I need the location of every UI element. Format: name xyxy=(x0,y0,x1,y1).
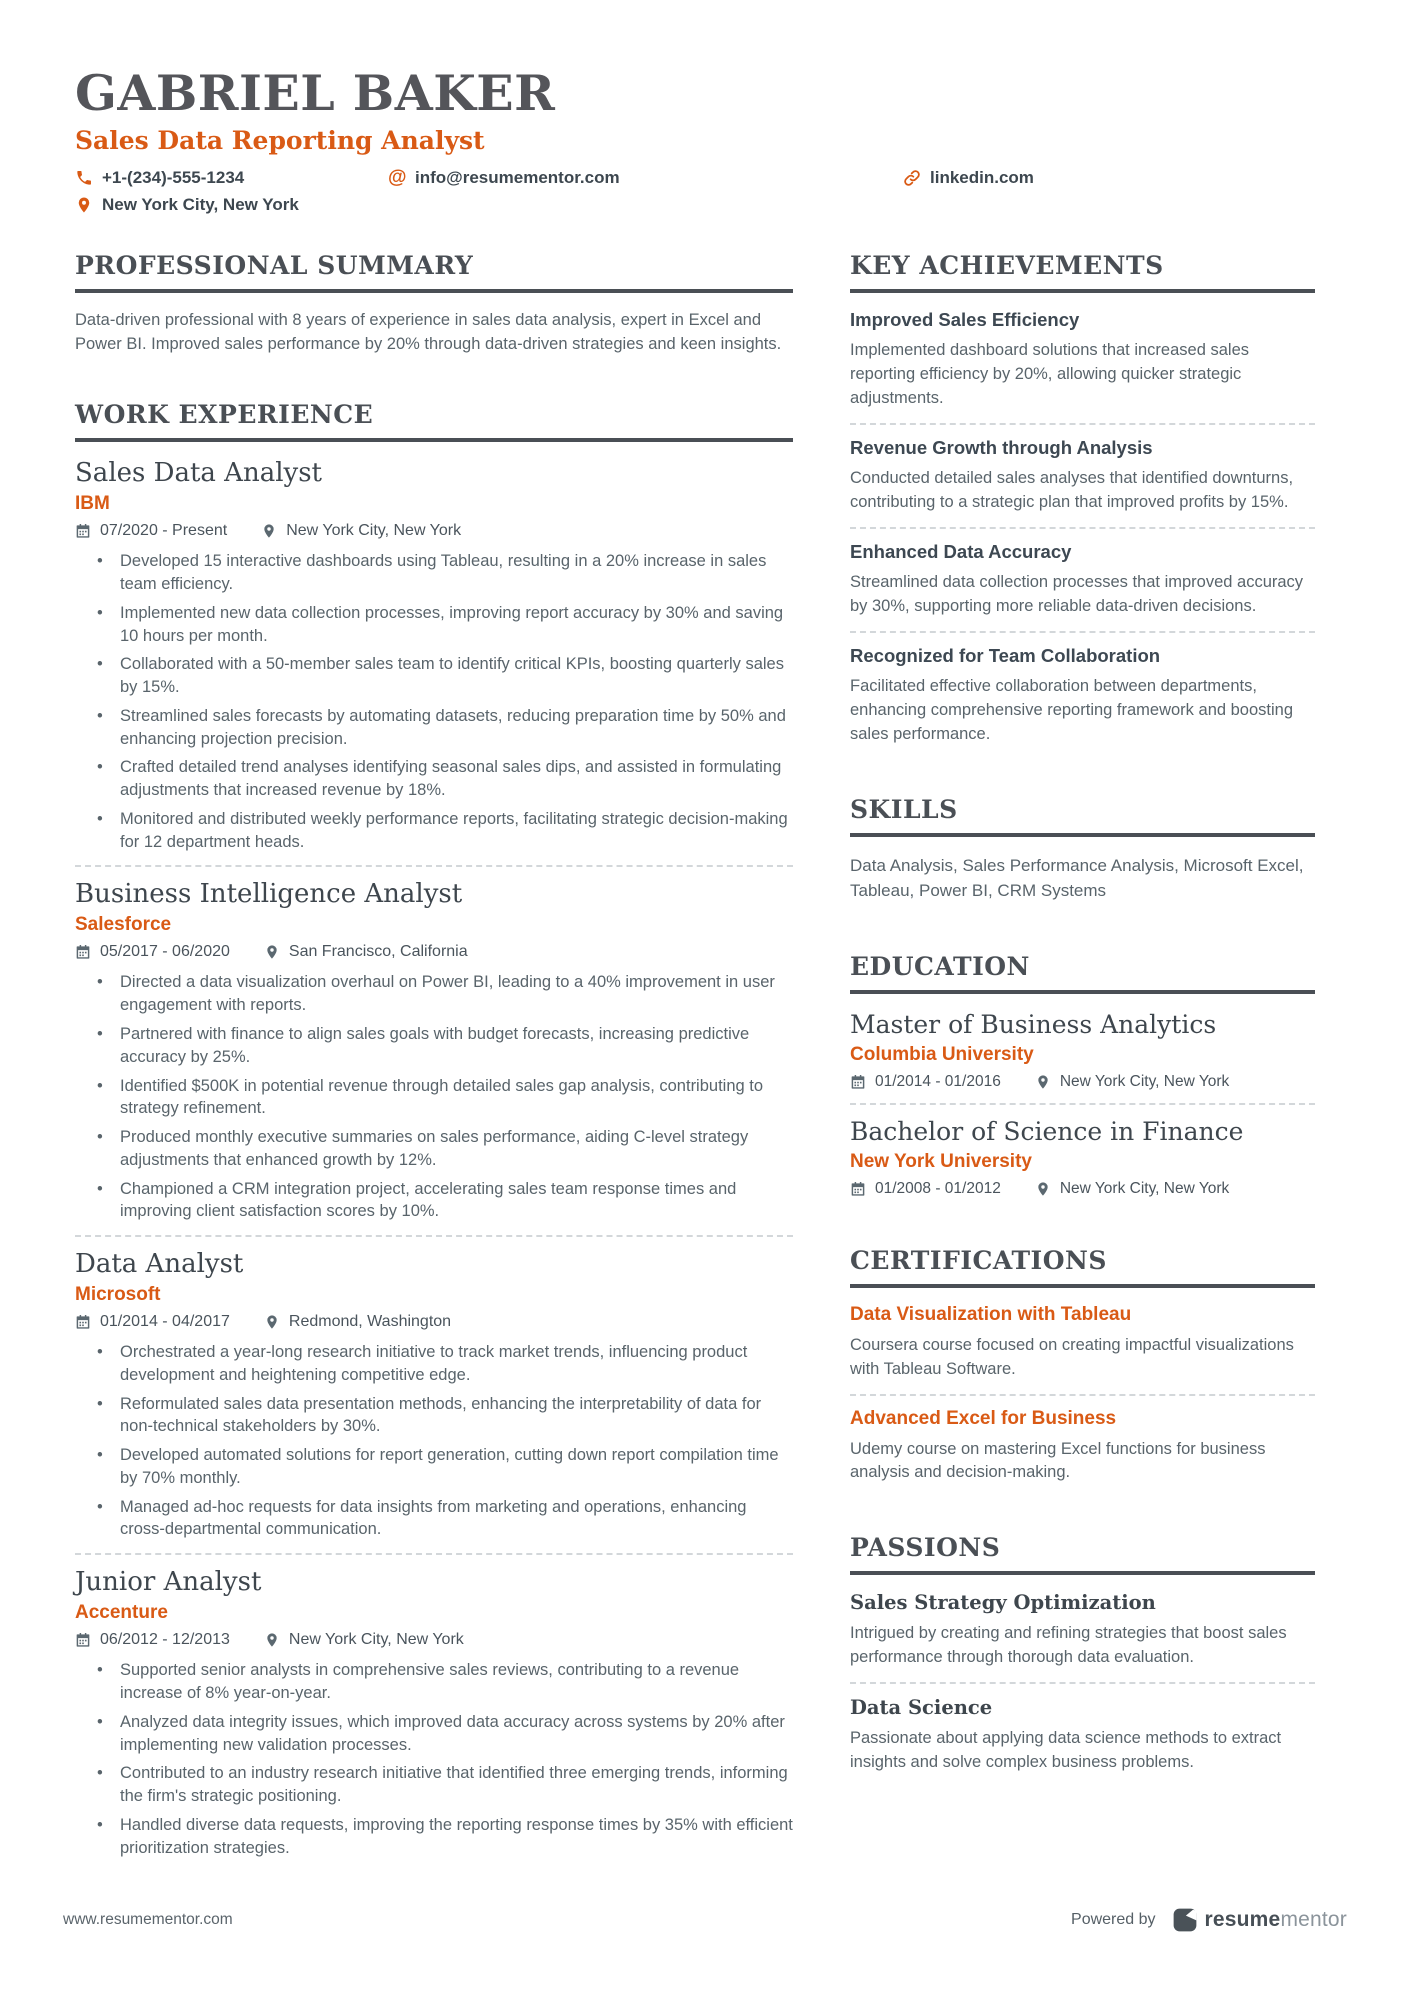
passions-section xyxy=(850,1533,1315,1775)
degree-title: Bachelor of Science in Finance xyxy=(850,1116,1244,1146)
job-dates: 06/2012 - 12/2013 xyxy=(100,1631,230,1649)
achievement-item xyxy=(850,437,1315,515)
summary-text: Data-driven professional with 8 years of experience in sales data analysis, expert in Excel and Power BI. Improved sales performance by 20% through data-driven strategies and keen insights. xyxy=(75,311,782,353)
powered-by-label: Powered by xyxy=(1071,1911,1156,1928)
achievement-text: Facilitated effective collaboration between departments, enhancing comprehensive reporting framework and boosting sales performance. xyxy=(850,676,1294,743)
bullet-item: • Contributed to an industry research initiative that identified three emerging trends, informing the firm's strategic positioning. xyxy=(75,1762,793,1808)
passion-text: Intrigued by creating and refining strategies that boost sales performance through thorough data evaluation. xyxy=(850,1624,1287,1667)
achievement-title: Improved Sales Efficiency xyxy=(850,309,1080,331)
bullet-item: • Crafted detailed trend analyses identifying seasonal sales dips, and assisted in formulating adjustments that increased revenue by 18%. xyxy=(75,756,793,802)
education-location: New York City, New York xyxy=(1059,1072,1230,1090)
company-name: Microsoft xyxy=(75,1284,161,1306)
achievements-section xyxy=(850,251,1315,746)
skills-text: Data Analysis, Sales Performance Analysis, Microsoft Excel, Tableau, Power BI, CRM Systems xyxy=(850,855,1304,901)
job-dates: 05/2017 - 06/2020 xyxy=(100,943,230,961)
degree-title: Master of Business Analytics xyxy=(850,1009,1217,1039)
at-icon: @ xyxy=(388,167,407,189)
passion-title: Sales Strategy Optimization xyxy=(850,1591,1156,1615)
bullet-item: • Produced monthly executive summaries on sales performance, aiding C-level strategy adjustments that enhanced growth by 12%. xyxy=(75,1126,793,1172)
bullet-item: • Analyzed data integrity issues, which improved data accuracy across systems by 20% after implementing new validation processes. xyxy=(75,1711,793,1757)
experience-heading: WORK EXPERIENCE xyxy=(75,400,793,442)
resumementor-mark-icon xyxy=(1172,1907,1198,1933)
bullet-item: • Partnered with finance to align sales goals with budget forecasts, increasing predictive accuracy by 25%. xyxy=(75,1023,793,1069)
job-location: San Francisco, California xyxy=(288,943,468,961)
passion-text: Passionate about applying data science methods to extract insights and solve complex business problems. xyxy=(850,1729,1282,1772)
achievement-item xyxy=(850,309,1315,411)
person-name: GABRIEL BAKER xyxy=(75,64,556,122)
location-pin-icon xyxy=(264,944,280,960)
certifications-section xyxy=(850,1246,1315,1486)
passion-item xyxy=(850,1591,1315,1670)
divider xyxy=(850,527,1315,529)
email-contact[interactable] xyxy=(388,168,903,188)
linkedin-url: linkedin.com xyxy=(930,168,1034,188)
brand-bold: resume xyxy=(1204,1908,1281,1931)
education-heading: EDUCATION xyxy=(850,952,1315,994)
location-contact xyxy=(75,195,1315,215)
achievement-text: Implemented dashboard solutions that increased sales reporting efficiency by 20%, allowing quicker strategic adjustments. xyxy=(850,341,1249,408)
contact-row xyxy=(75,168,1315,188)
job-title: Business Intelligence Analyst xyxy=(75,879,463,910)
experience-section xyxy=(75,400,793,1859)
divider xyxy=(850,423,1315,425)
company-name: IBM xyxy=(75,493,110,515)
bullet-item: • Directed a data visualization overhaul on Power BI, leading to a 40% improvement in user engagement with reports. xyxy=(75,971,793,1017)
divider xyxy=(850,1682,1315,1684)
company-name: Accenture xyxy=(75,1602,168,1624)
calendar-icon xyxy=(75,944,91,960)
calendar-icon xyxy=(850,1074,866,1090)
calendar-icon xyxy=(75,1632,91,1648)
job-entry xyxy=(75,879,793,1223)
achievement-title: Recognized for Team Collaboration xyxy=(850,644,1161,666)
passions-heading: PASSIONS xyxy=(850,1533,1315,1575)
job-entry xyxy=(75,1567,793,1859)
location-pin-icon xyxy=(261,523,277,539)
divider xyxy=(850,631,1315,633)
school-name: Columbia University xyxy=(850,1043,1034,1065)
job-dates: 01/2014 - 04/2017 xyxy=(100,1313,230,1331)
achievement-item xyxy=(850,541,1315,619)
linkedin-contact[interactable] xyxy=(903,168,1034,188)
certification-text: Udemy course on mastering Excel functions for business analysis and decision-making. xyxy=(850,1439,1266,1482)
passion-item xyxy=(850,1696,1315,1775)
website-link[interactable]: www.resumementor.com xyxy=(63,1911,233,1928)
brand-light: mentor xyxy=(1280,1908,1347,1931)
job-title: Junior Analyst xyxy=(75,1567,262,1598)
achievement-item xyxy=(850,645,1315,747)
job-title: Sales Data Analyst xyxy=(75,458,322,489)
passion-title: Data Science xyxy=(850,1696,993,1720)
skills-heading: SKILLS xyxy=(850,795,1315,837)
job-title: Data Analyst xyxy=(75,1249,244,1280)
location-pin-icon xyxy=(1035,1181,1051,1197)
education-section xyxy=(850,952,1315,1198)
certification-item xyxy=(850,1408,1315,1486)
left-column xyxy=(75,251,793,1865)
certification-title: Advanced Excel for Business xyxy=(850,1407,1117,1429)
achievement-title: Revenue Growth through Analysis xyxy=(850,437,1153,459)
location-pin-icon xyxy=(75,196,93,214)
certifications-heading: CERTIFICATIONS xyxy=(850,1246,1315,1288)
education-location: New York City, New York xyxy=(1059,1179,1230,1197)
bullet-item: • Collaborated with a 50-member sales team to identify critical KPIs, boosting quarterly sales by 15%. xyxy=(75,653,793,699)
calendar-icon xyxy=(850,1181,866,1197)
location-pin-icon xyxy=(264,1314,280,1330)
bullet-item: • Championed a CRM integration project, accelerating sales team response times and improving client satisfaction scores by 10%. xyxy=(75,1178,793,1224)
bullet-item: • Streamlined sales forecasts by automating datasets, reducing preparation time by 50% and enhancing projection precision. xyxy=(75,705,793,751)
bullet-item: • Handled diverse data requests, improving the reporting response times by 35% with efficient prioritization strategies. xyxy=(75,1814,793,1860)
calendar-icon xyxy=(75,1314,91,1330)
location-pin-icon xyxy=(1035,1074,1051,1090)
education-entry xyxy=(850,1010,1315,1091)
job-location: New York City, New York xyxy=(288,1631,464,1649)
divider xyxy=(850,1103,1315,1105)
achievement-text: Streamlined data collection processes that improved accuracy by 30%, supporting more reliable data-driven decisions. xyxy=(850,573,1304,615)
location-pin-icon xyxy=(264,1632,280,1648)
skills-section xyxy=(850,795,1315,904)
person-job-title: Sales Data Reporting Analyst xyxy=(75,126,485,156)
calendar-icon xyxy=(75,523,91,539)
phone-contact[interactable] xyxy=(75,168,388,188)
job-location: Redmond, Washington xyxy=(288,1313,452,1331)
bullet-item: • Orchestrated a year-long research initiative to track market trends, influencing product development and heightening competitive edge. xyxy=(75,1341,793,1387)
bullet-item: • Identified $500K in potential revenue through detailed sales gap analysis, contributing to strategy refinement. xyxy=(75,1075,793,1121)
email-address: info@resumementor.com xyxy=(415,168,620,188)
location-text: New York City, New York xyxy=(102,195,299,215)
divider xyxy=(75,1553,793,1555)
divider xyxy=(75,1235,793,1237)
company-name: Salesforce xyxy=(75,914,172,936)
bullet-item: • Developed 15 interactive dashboards using Tableau, resulting in a 20% increase in sales team efficiency. xyxy=(75,550,793,596)
bullet-item: • Supported senior analysts in comprehensive sales reviews, contributing to a revenue increase of 8% year-on-year. xyxy=(75,1659,793,1705)
achievement-title: Enhanced Data Accuracy xyxy=(850,541,1072,563)
phone-number: +1-(234)-555-1234 xyxy=(102,168,245,188)
education-entry xyxy=(850,1117,1315,1198)
page-footer xyxy=(63,1907,1347,1933)
divider xyxy=(850,1394,1315,1396)
resumementor-logo xyxy=(1172,1907,1347,1933)
achievement-text: Conducted detailed sales analyses that identified downturns, contributing to a strategic plan that improved profits by 15%. xyxy=(850,469,1294,512)
bullet-item: • Managed ad-hoc requests for data insights from marketing and operations, enhancing cross-departmental communication. xyxy=(75,1496,793,1542)
certification-title: Data Visualization with Tableau xyxy=(850,1303,1132,1325)
education-dates: 01/2014 - 01/2016 xyxy=(875,1072,1001,1090)
job-location: New York City, New York xyxy=(286,522,462,540)
job-entry xyxy=(75,458,793,853)
chain-link-icon xyxy=(903,169,921,187)
bullet-item: • Developed automated solutions for report generation, cutting down report compilation time by 70% monthly. xyxy=(75,1444,793,1490)
job-entry xyxy=(75,1249,793,1541)
phone-icon xyxy=(75,169,93,187)
divider xyxy=(75,865,793,867)
certification-item xyxy=(850,1304,1315,1382)
school-name: New York University xyxy=(850,1150,1032,1172)
right-column xyxy=(850,251,1315,1865)
resume-header xyxy=(75,64,1315,215)
bullet-item: • Monitored and distributed weekly performance reports, facilitating strategic decision-making for 12 department heads. xyxy=(75,808,793,854)
certification-text: Coursera course focused on creating impactful visualizations with Tableau Software. xyxy=(850,1335,1294,1378)
bullet-item: • Implemented new data collection processes, improving report accuracy by 30% and saving 10 hours per month. xyxy=(75,602,793,648)
job-dates: 07/2020 - Present xyxy=(100,522,228,540)
education-dates: 01/2008 - 01/2012 xyxy=(875,1179,1001,1197)
summary-heading: PROFESSIONAL SUMMARY xyxy=(75,251,793,293)
achievements-heading: KEY ACHIEVEMENTS xyxy=(850,251,1315,293)
bullet-item: • Reformulated sales data presentation methods, enhancing the interpretability of data for non-technical stakeholders by 30%. xyxy=(75,1393,793,1439)
summary-section xyxy=(75,251,793,356)
